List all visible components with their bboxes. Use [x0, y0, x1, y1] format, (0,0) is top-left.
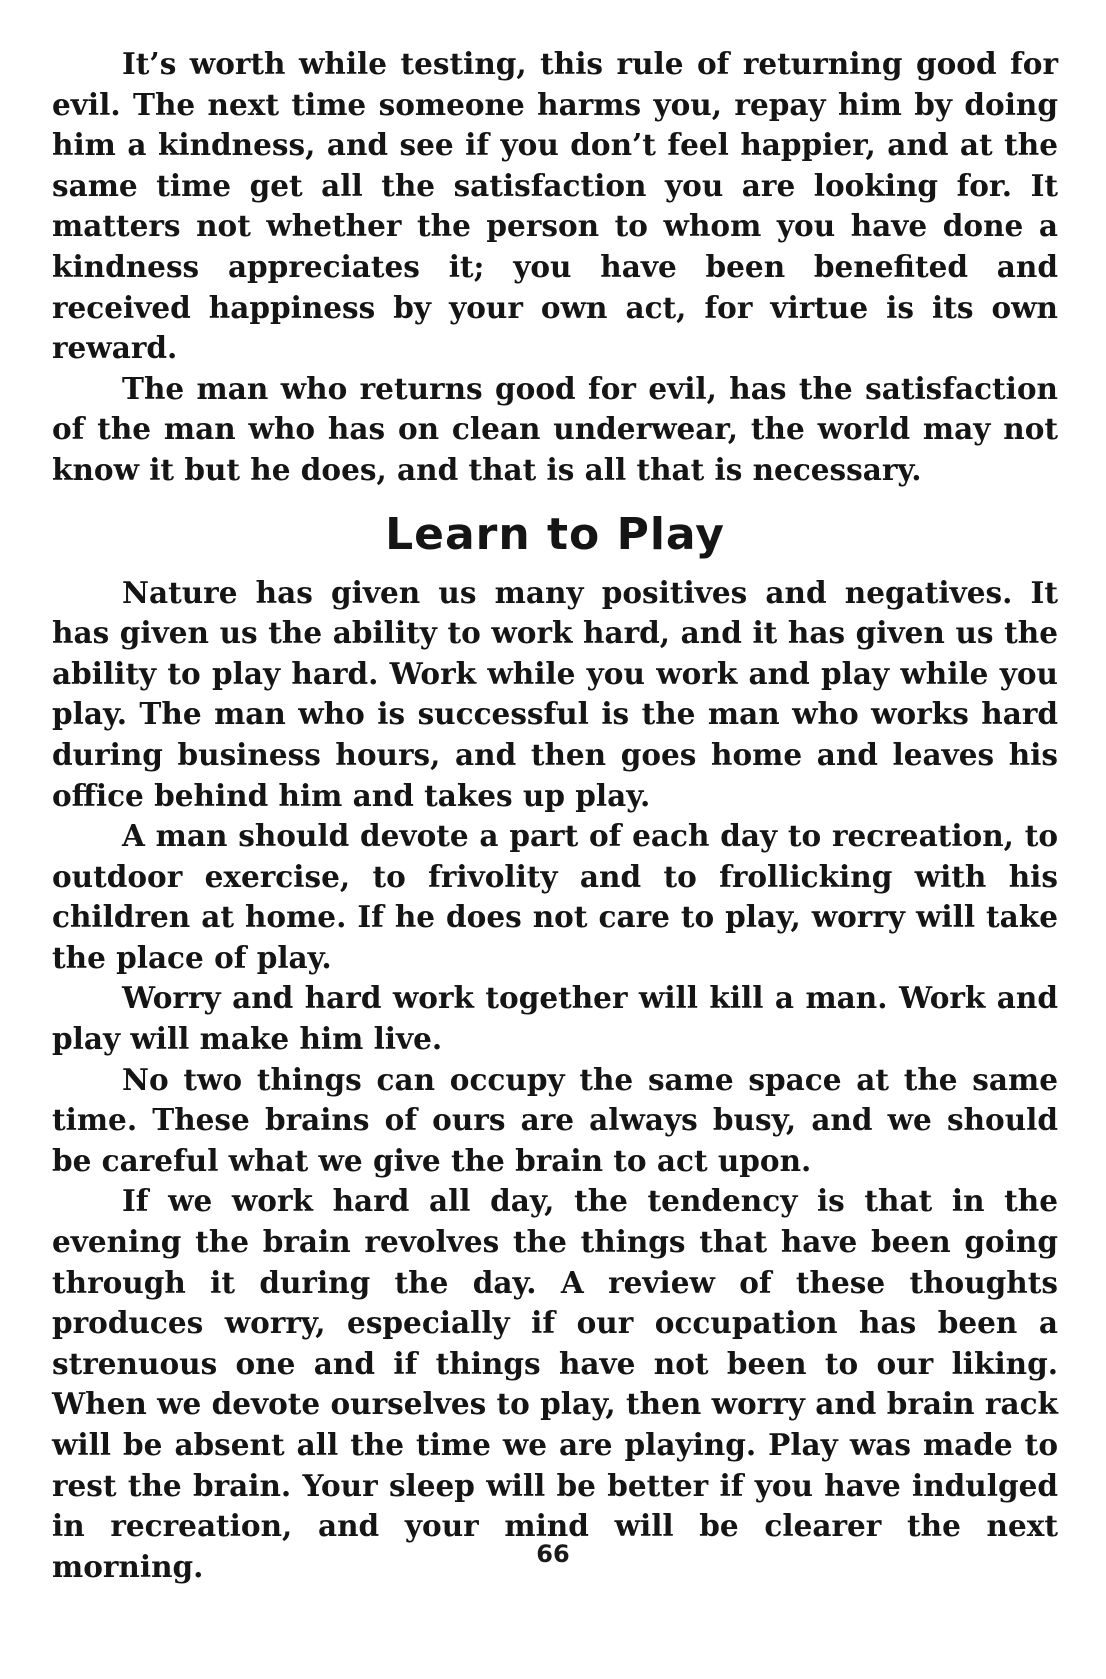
page-number: 66 — [536, 1540, 570, 1568]
section-paragraph-4: No two things can occupy the same space at the same time. These brains of ours are always busy, and we should be careful what we give the brain to act upon. — [52, 1061, 1058, 1178]
section-paragraph-3: Worry and hard work together will kill a man. Work and play will make him live. — [52, 980, 1058, 1057]
section-heading: Learn to Play — [385, 508, 725, 560]
section-paragraph-1: Nature has given us many positives and negatives. It has given us the ability to work hard, and it has given us the ability to play hard. Work while you work and play while you play. The man who is successful is the man who works hard during business hours, and then goes home and leaves his office behind him and takes up play. — [52, 574, 1058, 813]
section-paragraph-5: If we work hard all day, the tendency is that in the evening the brain revolves the things that have been going through it during the day. A review of these thoughts produces worry, especially if our occupation has been a strenuous one and if things have not been to our liking. When we devote ourselves to play, then worry and brain rack will be absent all the time we are playing. Play was made to rest the brain. Your sleep will be better if you have indulged in recreation, and your mind will be clearer the next morning. — [52, 1183, 1058, 1584]
intro-paragraph-2: The man who returns good for evil, has the satisfaction of the man who has on clean underwear, the world may not know it but he does, and that is all that is necessary. — [52, 370, 1058, 487]
intro-paragraph-1: It’s worth while testing, this rule of returning good for evil. The next time someone harms you, repay him by doing him a kindness, and see if you don’t feel happier, and at the same time get all the satisfaction you are looking for. It matters not whether the person to whom you have done a kindness appreciates it; you have been benefited and received happiness by your own act, for virtue is its own reward. — [52, 46, 1058, 366]
book-page — [52, 44, 1058, 1587]
section-paragraph-2: A man should devote a part of each day to recreation, to outdoor exercise, to frivolity and to frollicking with his children at home. If he does not care to play, worry will take the place of play. — [52, 818, 1058, 975]
